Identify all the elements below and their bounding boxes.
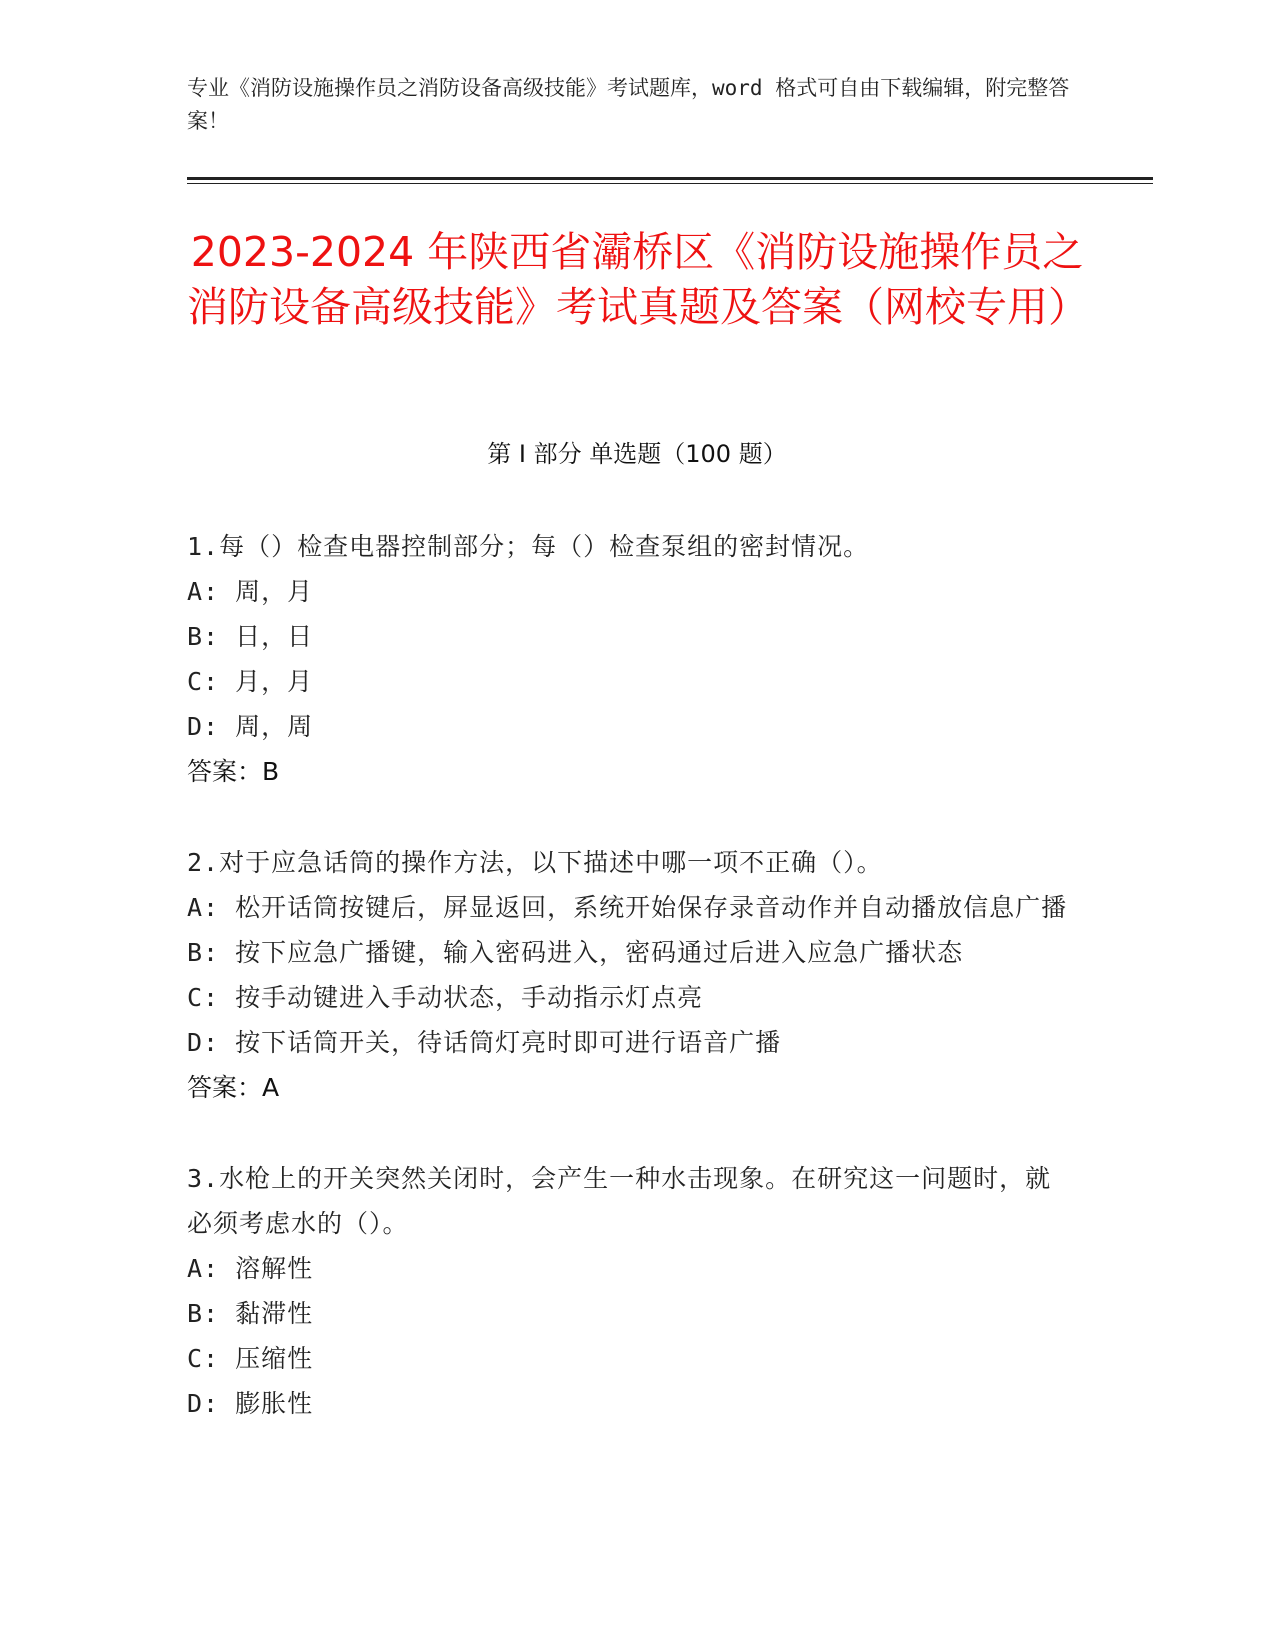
option-b: B: 按下应急广播键，输入密码进入，密码通过后进入应急广播状态 [187,938,964,967]
question-2 [187,840,1077,1110]
header-rule-thick [187,177,1153,180]
option-c: C: 压缩性 [187,1344,314,1373]
header-note: 专业《消防设施操作员之消防设备高级技能》考试题库，word 格式可自由下载编辑，附完整答案！ [187,76,1070,133]
header-rule-thin [187,183,1153,184]
question-text: 3.水枪上的开关突然关闭时，会产生一种水击现象。在研究这一问题时，就必须考虑水的（）。 [187,1164,1052,1238]
question-list [187,524,1077,1472]
option-a: A: 松开话筒按键后，屏显返回，系统开始保存录音动作并自动播放信息广播 [187,893,1068,922]
answer: 答案：A [187,1073,280,1102]
question-1 [187,524,1077,794]
option-c: C: 按手动键进入手动状态，手动指示灯点亮 [187,983,704,1012]
option-b: B: 黏滞性 [187,1299,314,1328]
document-title: 2023-2024 年陕西省灞桥区《消防设施操作员之消防设备高级技能》考试真题及答案（网校专用） [187,228,1089,331]
section-title: 第 I 部分 单选题（100 题） [487,440,787,468]
option-c: C: 月，月 [187,667,314,696]
option-d: D: 周，周 [187,712,314,741]
option-a: A: 溶解性 [187,1254,314,1283]
option-d: D: 膨胀性 [187,1389,314,1418]
question-text: 2.对于应急话筒的操作方法，以下描述中哪一项不正确（）。 [187,848,883,877]
option-d: D: 按下话筒开关，待话筒灯亮时即可进行语音广播 [187,1028,782,1057]
answer: 答案：B [187,757,280,786]
option-b: B: 日，日 [187,622,314,651]
question-text: 1.每（）检查电器控制部分；每（）检查泵组的密封情况。 [187,532,870,561]
question-3 [187,1156,1077,1426]
option-a: A: 周，月 [187,577,314,606]
